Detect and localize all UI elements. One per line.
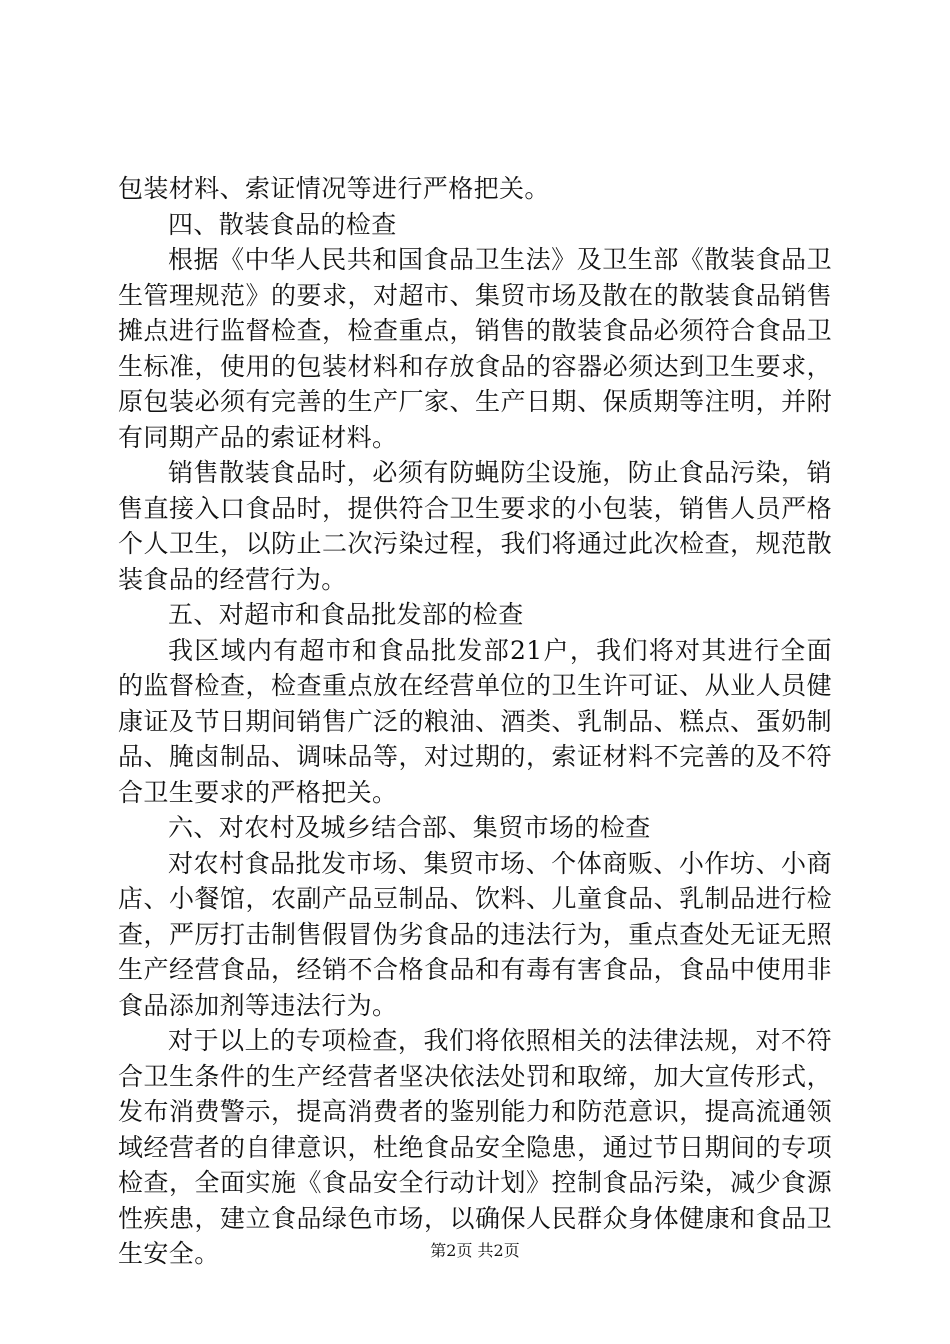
section-heading-rural-markets: 六、对农村及城乡结合部、集贸市场的检查: [168, 813, 651, 842]
paragraph-rural-markets: 对农村食品批发市场、集贸市场、个体商贩、小作坊、小商店、小餐馆，农副产品豆制品、饮料、儿童食品、乳制品进行检查，严厉打击制售假冒伪劣食品的违法行为，重点查处无证无照生产经营食品，经销不合格食品和有毒有害食品，食品中使用非食品添加剂等违法行为。: [118, 848, 832, 1020]
paragraph-bulk-food-regulations: 根据《中华人民共和国食品卫生法》及卫生部《散装食品卫生管理规范》的要求，对超市、集贸市场及散在的散装食品销售摊点进行监督检查，检查重点，销售的散装食品必须符合食品卫生标准，使用的包装材料和存放食品的容器必须达到卫生要求，原包装必须有完善的生产厂家、生产日期、保质期等注明，并附有同期产品的索证材料。: [118, 245, 832, 452]
page-footer: 第2页 共2页: [430, 1241, 520, 1260]
paragraph-continuation: 包装材料、索证情况等进行严格把关。: [118, 174, 550, 203]
paragraph-bulk-food-sales: 销售散装食品时，必须有防蝇防尘设施，防止食品污染，销售直接入口食品时，提供符合卫生要求的小包装，销售人员严格个人卫生，以防止二次污染过程，我们将通过此次检查，规范散装食品的经营行为。: [118, 458, 832, 594]
section-heading-bulk-food: 四、散装食品的检查: [168, 209, 397, 239]
document-body: [118, 171, 832, 1272]
section-heading-supermarkets: 五、对超市和食品批发部的检查: [168, 600, 524, 629]
paragraph-supermarkets: 我区域内有超市和食品批发部21户，我们将对其进行全面的监督检查，检查重点放在经营单位的卫生许可证、从业人员健康证及节日期间销售广泛的粮油、酒类、乳制品、糕点、蛋奶制品、腌卤制品、调味品等，对过期的，索证材料不完善的及不符合卫生要求的严格把关。: [118, 635, 832, 807]
paragraph-conclusion: 对于以上的专项检查，我们将依照相关的法律法规，对不符合卫生条件的生产经营者坚决依法处罚和取缔，加大宣传形式，发布消费警示，提高消费者的鉴别能力和防范意识，提高流通领域经营者的自律意识，杜绝食品安全隐患，通过节日期间的专项检查，全面实施《食品安全行动计划》控制食品污染，减少食源性疾患，建立食品绿色市场，以确保人民群众身体健康和食品卫生安全。: [118, 1026, 832, 1268]
